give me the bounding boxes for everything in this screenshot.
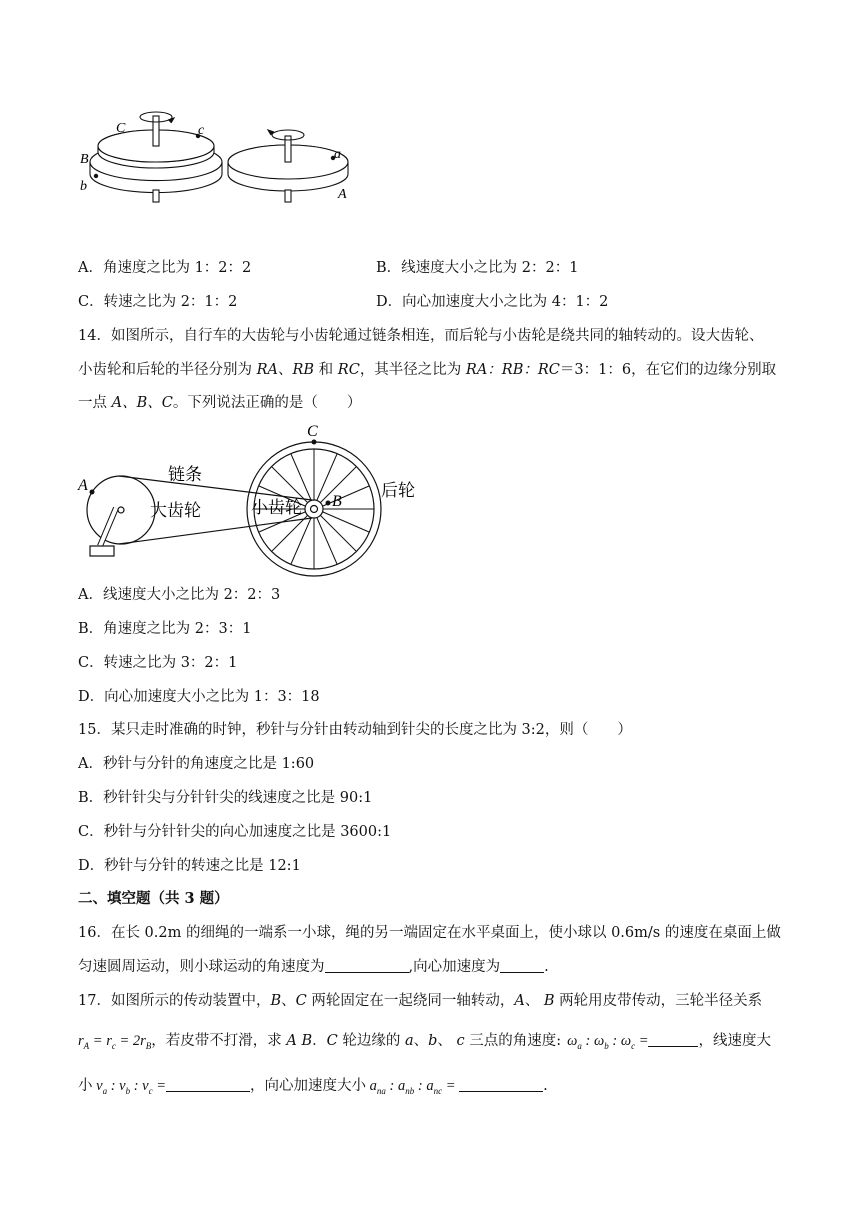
q14-option-d: D．向心加速度大小之比为 1：3：18	[78, 689, 320, 705]
q15-option-c: C．秒针与分针针尖的向心加速度之比是 3600:1	[78, 824, 392, 840]
fig13-label-b: b	[80, 179, 87, 194]
fig13-label-C: C	[116, 121, 126, 136]
q17-blank-linear-velocity-ratio[interactable]	[166, 1077, 250, 1092]
q14-option-a: A．线速度大小之比为 2：2：3	[78, 587, 281, 603]
q17-stem-line1: 17．如图所示的传动装置中，B、C 两轮固定在一起绕同一轴转动，A、 B 两轮用皮带传动，三轮半径关系	[78, 993, 763, 1009]
q15-option-b: B．秒针针尖与分针针尖的线速度之比是 90:1	[78, 790, 373, 806]
q13-option-d: D．向心加速度大小之比为 4：1：2	[376, 294, 609, 310]
q16-blank-angular-velocity[interactable]	[325, 958, 409, 973]
q15-option-a: A．秒针与分针的角速度之比是 1:60	[78, 756, 315, 772]
q14-option-c: C．转速之比为 3：2：1	[78, 655, 238, 671]
fig13-label-c: c	[198, 123, 205, 138]
fig13-label-A: A	[338, 187, 347, 202]
q13-option-c: C．转速之比为 2：1：2	[78, 294, 238, 310]
fig14-label-A: A	[78, 477, 88, 494]
q17-stem-line2: $r_A = r_c = 2r_B$，若皮带不打滑，求 A B．C 轮边缘的 a、b、 c 三点的角速度: $\omega_a$ : $\omega_b$ : $\omega_c$ = ，线速度大	[78, 1033, 771, 1051]
section-heading-fill-in: 二、填空题（共 3 题）	[78, 890, 229, 907]
q16-stem-line2: 匀速圆周运动，则小球运动的角速度为 ,向心加速度为 .	[78, 959, 549, 975]
q13-option-a: A．角速度之比为 1：2：2	[78, 260, 252, 276]
fig14-label-rear-wheel: 后轮	[381, 481, 415, 501]
figure-q13-wheels	[78, 100, 378, 215]
q13-option-b: B．线速度大小之比为 2：2：1	[376, 260, 579, 276]
q16-blank-centripetal-acceleration[interactable]	[500, 958, 544, 973]
q14-stem-line3: 一点 A、B、C。下列说法正确的是（ ）	[78, 395, 362, 411]
q14-stem-line1: 14．如图所示，自行车的大齿轮与小齿轮通过链条相连，而后轮与小齿轮是绕共同的轴转动的。设大齿轮、	[78, 328, 764, 344]
fig13-label-a: a	[334, 147, 341, 162]
q15-stem: 15．某只走时准确的时钟，秒针与分针由转动轴到针尖的长度之比为 3:2，则（ ）	[78, 722, 632, 738]
q14-stem-line2: 小齿轮和后轮的半径分别为 RA、RB 和 RC，其半径之比为 RA：RB：RC＝3：1：6，在它们的边缘分别取	[78, 362, 777, 378]
fig14-label-C: C	[307, 423, 318, 440]
q17-blank-centripetal-acceleration-ratio[interactable]	[459, 1077, 543, 1092]
fig13-label-B: B	[80, 152, 89, 167]
q16-stem-line1: 16．在长 0.2m 的细绳的一端系一小球，绳的另一端固定在水平桌面上，使小球以 0.6m/s 的速度在桌面上做	[78, 925, 781, 941]
figure-q14-bicycle	[76, 420, 426, 580]
fig14-label-big-gear: 大齿轮	[150, 501, 201, 521]
q14-option-b: B．角速度之比为 2：3：1	[78, 621, 252, 637]
fig14-label-B: B	[332, 493, 342, 510]
fig14-label-chain: 链条	[168, 465, 202, 485]
q17-stem-line3: 小 $v_a$ : $v_b$ : $v_c$ = ，向心加速度大小 $a_{na}$ : $a_{nb}$ : $a_{nc}$ = .	[78, 1078, 548, 1096]
fig14-label-small-gear: 小齿轮	[251, 498, 302, 518]
q15-option-d: D．秒针与分针的转速之比是 12:1	[78, 858, 301, 874]
q17-blank-angular-velocity-ratio[interactable]	[648, 1032, 698, 1047]
